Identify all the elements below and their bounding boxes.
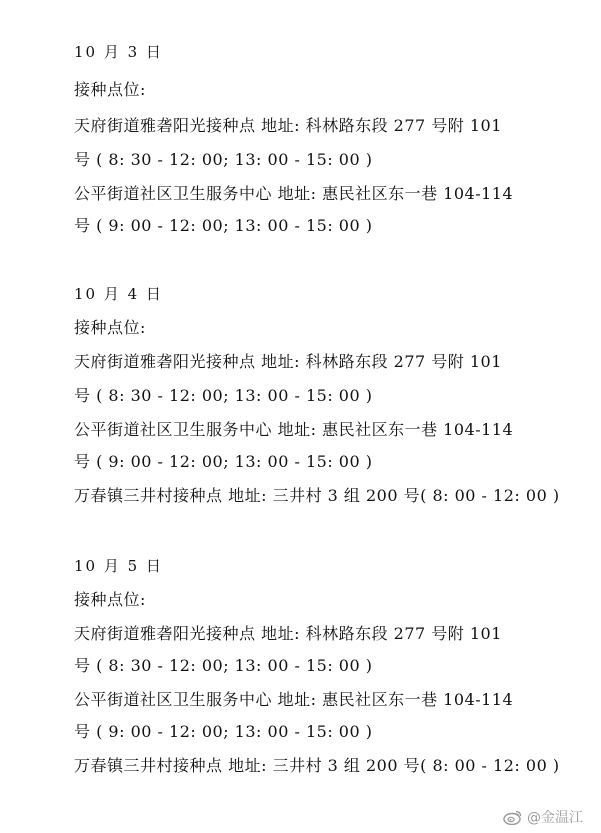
site-hours-line: 号 ( 9: 00 - 12: 00; 13: 00 - 15: 00 ) xyxy=(74,216,373,235)
section-date: 10 月 4 日 xyxy=(74,285,163,303)
section-heading: 接种点位: xyxy=(74,80,146,99)
site-line: 天府街道雅砻阳光接种点 地址: 科林路东段 277 号附 101 xyxy=(74,624,502,643)
site-hours-line: 号 ( 9: 00 - 12: 00; 13: 00 - 15: 00 ) xyxy=(74,722,373,741)
section-heading: 接种点位: xyxy=(74,318,146,337)
site-line: 万春镇三井村接种点 地址: 三井村 3 组 200 号( 8: 00 - 12: 00 ) xyxy=(74,756,560,775)
section-heading: 接种点位: xyxy=(74,590,146,609)
site-line: 天府街道雅砻阳光接种点 地址: 科林路东段 277 号附 101 xyxy=(74,352,502,371)
weibo-icon xyxy=(503,809,523,825)
site-line: 天府街道雅砻阳光接种点 地址: 科林路东段 277 号附 101 xyxy=(74,116,502,135)
site-hours-line: 号 ( 9: 00 - 12: 00; 13: 00 - 15: 00 ) xyxy=(74,452,373,471)
site-line: 万春镇三井村接种点 地址: 三井村 3 组 200 号( 8: 00 - 12: 00 ) xyxy=(74,486,560,505)
site-line: 公平街道社区卫生服务中心 地址: 惠民社区东一巷 104-114 xyxy=(74,690,514,709)
site-hours-line: 号 ( 8: 30 - 12: 00; 13: 00 - 15: 00 ) xyxy=(74,150,373,169)
site-hours-line: 号 ( 8: 30 - 12: 00; 13: 00 - 15: 00 ) xyxy=(74,386,373,405)
section-date: 10 月 3 日 xyxy=(74,43,163,61)
site-hours-line: 号 ( 8: 30 - 12: 00; 13: 00 - 15: 00 ) xyxy=(74,656,373,675)
watermark xyxy=(503,807,583,827)
watermark-text: @金温江 xyxy=(527,810,583,826)
site-line: 公平街道社区卫生服务中心 地址: 惠民社区东一巷 104-114 xyxy=(74,184,514,203)
site-line: 公平街道社区卫生服务中心 地址: 惠民社区东一巷 104-114 xyxy=(74,420,514,439)
section-date: 10 月 5 日 xyxy=(74,557,163,575)
